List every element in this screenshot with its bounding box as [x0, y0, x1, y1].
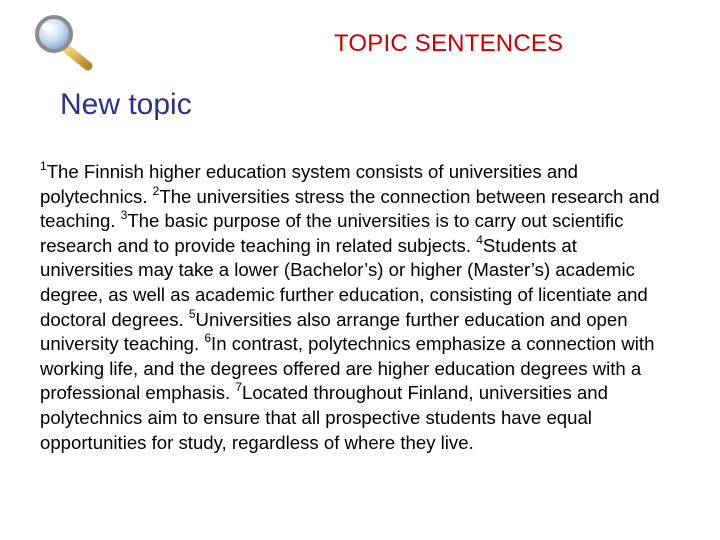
sentence-text: working life, and the degrees offered are higher education degrees with a: [40, 357, 642, 379]
paragraph-line: [40, 406, 720, 431]
paragraph-line: [40, 381, 720, 406]
sentence-text: professional emphasis.: [40, 382, 236, 404]
paragraph-line: [40, 160, 720, 185]
sentence-text: polytechnics.: [40, 185, 153, 207]
sentence-text: In contrast, polytechnics emphasize a connection with: [211, 333, 655, 355]
sentence-text: doctoral degrees.: [40, 308, 189, 330]
sentence-text: university teaching.: [40, 333, 205, 355]
sentence-number: 7: [235, 380, 243, 395]
sentence-text: Students at: [482, 234, 577, 256]
sentence-text: The universities stress the connection between research and: [159, 185, 660, 207]
paragraph-line: [40, 234, 720, 259]
sentence-text: Universities also arrange further education and open: [195, 308, 628, 330]
sentence-number: 6: [204, 331, 212, 346]
sentence-text: Located throughout Finland, universities and: [242, 382, 608, 404]
paragraph-line: [40, 332, 720, 357]
sentence-text: research and to provide teaching in related subjects.: [40, 234, 477, 256]
paragraph-line: [40, 431, 720, 456]
sentence-number: 4: [476, 232, 483, 247]
sentence-text: The basic purpose of the universities is to carry out scientific: [127, 210, 624, 232]
sentence-text: degree, as well as academic further education, consisting of licentiate and: [40, 283, 648, 305]
sentence-number: 2: [152, 183, 160, 198]
sentence-text: The Finnish higher education system consists of universities and: [46, 161, 578, 182]
paragraph-line: [40, 308, 720, 333]
page-title: TOPIC SENTENCES: [334, 30, 564, 57]
sentence-number: 5: [188, 306, 196, 321]
paragraph-line: [40, 283, 720, 308]
paragraph-line: [40, 209, 720, 234]
sentence-number: 3: [120, 208, 128, 223]
section-heading: New topic: [60, 88, 192, 121]
sentence-number: 1: [40, 159, 47, 173]
body-paragraph: [40, 160, 720, 455]
sentence-text: polytechnics aim to ensure that all prospective students have equal: [40, 406, 592, 428]
paragraph-line: [40, 357, 720, 382]
paragraph-line: [40, 258, 720, 283]
sentence-text: opportunities for study, regardless of where they live.: [40, 431, 474, 453]
sentence-text: universities may take a lower (Bachelor’s) or higher (Master’s) academic: [40, 259, 635, 281]
sentence-text: teaching.: [40, 210, 121, 232]
paragraph-line: [40, 185, 720, 210]
magnifier-icon: [28, 10, 98, 72]
